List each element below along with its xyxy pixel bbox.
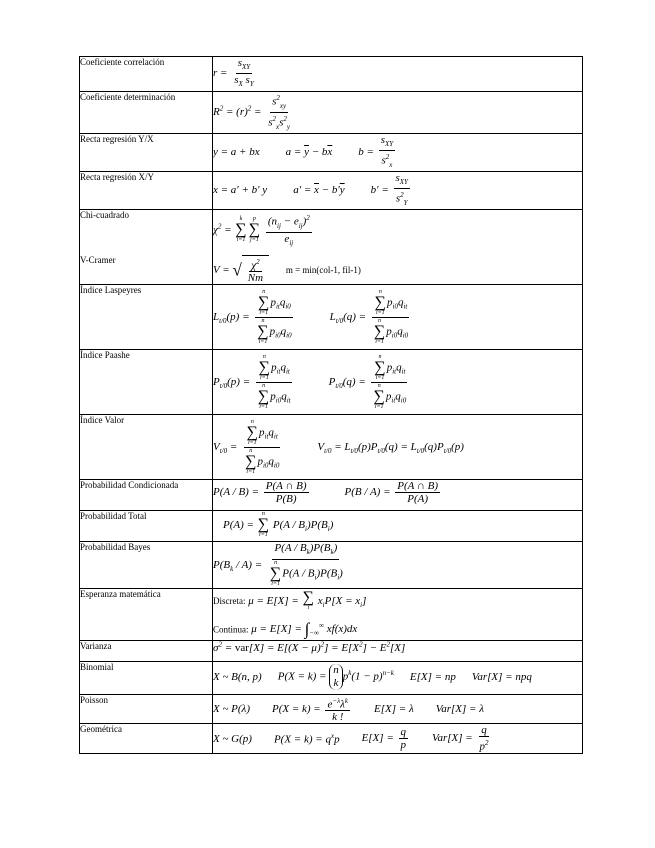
formula-variance: $\sigma^2 = var[X] = E[(X - \mu)^2] = E[X^2] - E^2[X]$ xyxy=(213,640,583,661)
table-row xyxy=(80,640,583,661)
row-label: Probabilidad Bayes xyxy=(80,542,213,588)
row-label: Binomial xyxy=(80,661,213,694)
table-row xyxy=(80,511,583,542)
chi-label: Chi-cuadrado xyxy=(80,209,129,220)
formula-chi-cramer: $\chi^2$ = k ∑ i=1 p ∑ j=1 $\frac{(n_{ij} - e_{ij})^2}{e_{ij}}$ V = √ $\frac{\chi^2}{Nm}$ m = min(col-1, fil-1) xyxy=(213,209,583,285)
formula-regression-yx: y = a + bx $a = \overline{y} - b\overline{x}$ b = $\frac{s_{XY}}{s^2_x}$ xyxy=(213,133,583,171)
discrete-label: Discreta: xyxy=(213,595,246,606)
cramer-label: V-Cramer xyxy=(80,254,116,265)
table-row xyxy=(80,415,583,480)
formula-bayes: $P(B_k / A)$ = $P(A / B_k)P(B_k)$ n ∑ i=1 $P(A / B_i)P(B_i)$ xyxy=(213,542,583,588)
table-row xyxy=(80,694,583,724)
row-label: Recta regresión X/Y xyxy=(80,171,213,209)
row-label: Varianza xyxy=(80,640,213,661)
row-label: Probabilidad Total xyxy=(80,511,213,542)
row-label: Coeficiente correlación xyxy=(80,57,213,92)
table-row xyxy=(80,209,583,285)
cramer-note: m = min(col-1, fil-1) xyxy=(285,264,361,275)
table-row xyxy=(80,350,583,415)
formula-expectation: Discreta: μ = E[X] = ∑ i $x_iP[X = x_i]$ Continua: $\mu = E[X] = \int_{-\infty}^\infty$ xf(x)dx xyxy=(213,588,583,640)
row-label xyxy=(80,209,213,285)
formula-geometric: X ~ G(p) $P(X = k) = q^xp$ E[X] = $\frac{q}{p}$ Var[X] = $\frac{q}{p^2}$ xyxy=(213,724,583,754)
table-row xyxy=(80,480,583,511)
row-label: Probabilidad Condicionada xyxy=(80,480,213,511)
table-row xyxy=(80,57,583,92)
formula-regression-xy: x = a′ + b′ y $a' = \overline{x} - b'\overline{y}$ b′ = $\frac{s_{XY}}{s^2_Y}$ xyxy=(213,171,583,209)
formula-conditional: P(A / B) = $\frac{P(A \cap B)}{P(B)}$ P(B / A) = $\frac{P(A \cap B)}{P(A)}$ xyxy=(213,480,583,511)
row-label: Índice Laspeyres xyxy=(80,285,213,350)
table-row xyxy=(80,133,583,171)
formula-determination: $R^2 = (r)^2$ = $\frac{s^2_{xy}}{s^2_xs^2_y}$ xyxy=(213,92,583,134)
formula-binomial: X ~ B(n, p) P(X = k) = n k $p^k(1 - p)^{n-k}$ E[X] = np Var[X] = npq xyxy=(213,661,583,694)
row-label: Geométrica xyxy=(80,724,213,754)
continuous-label: Continua: xyxy=(213,624,249,635)
table-row xyxy=(80,92,583,134)
table-row xyxy=(80,171,583,209)
table-row xyxy=(80,724,583,754)
table-row xyxy=(80,661,583,694)
table-row xyxy=(80,588,583,640)
formula-table xyxy=(79,56,583,754)
table-row xyxy=(80,542,583,588)
formula-poisson: X ~ P(λ) P(X = k) = $\frac{e^{-\lambda}\lambda^k}{k !}$ E[X] = λ Var[X] = λ xyxy=(213,694,583,724)
row-label: Recta regresión Y/X xyxy=(80,133,213,171)
row-label: Poisson xyxy=(80,694,213,724)
formula-value-index: $V_{t/0}$ = n ∑ i=1 $p_{it}q_{it}$ n ∑ i=1 $p_{i0}q_{i0}$ $V_{t/0} = L_{t/0}(p)P_{t/0}(q) = L_{t/0}(q)P_{t/0}(p)$ xyxy=(213,415,583,480)
row-label: Índice Paashe xyxy=(80,350,213,415)
formula-laspeyres: $L_{t/0}(p)$ = n ∑ i=1 $p_{it}q_{i0}$ n ∑ i=1 $p_{i0}q_{i0}$ $L_{t/0}(q)$ = n ∑ i=1 $p_{i0}q_{it}$ n ∑ i=1 $p_{i0}q_{i0}$ xyxy=(213,285,583,350)
formula-correlation: r = $\frac{s_{XY}}{s_X s_Y}$ xyxy=(213,57,583,92)
formula-total-probability: P(A) = n ∑ i=1 $P(A / B_i)P(B_i)$ xyxy=(213,511,583,542)
table-row xyxy=(80,285,583,350)
formula-paasche: $P_{t/0}(p)$ = n ∑ i=1 $p_{it}q_{it}$ n ∑ i=1 $p_{i0}q_{it}$ $P_{t/0}(q)$ = n ∑ i=1 $p_{it}q_{it}$ n ∑ i=1 $p_{it}q_{i0}$ xyxy=(213,350,583,415)
row-label: Índice Valor xyxy=(80,415,213,480)
row-label: Coeficiente determinación xyxy=(80,92,213,134)
row-label: Esperanza matemática xyxy=(80,588,213,640)
